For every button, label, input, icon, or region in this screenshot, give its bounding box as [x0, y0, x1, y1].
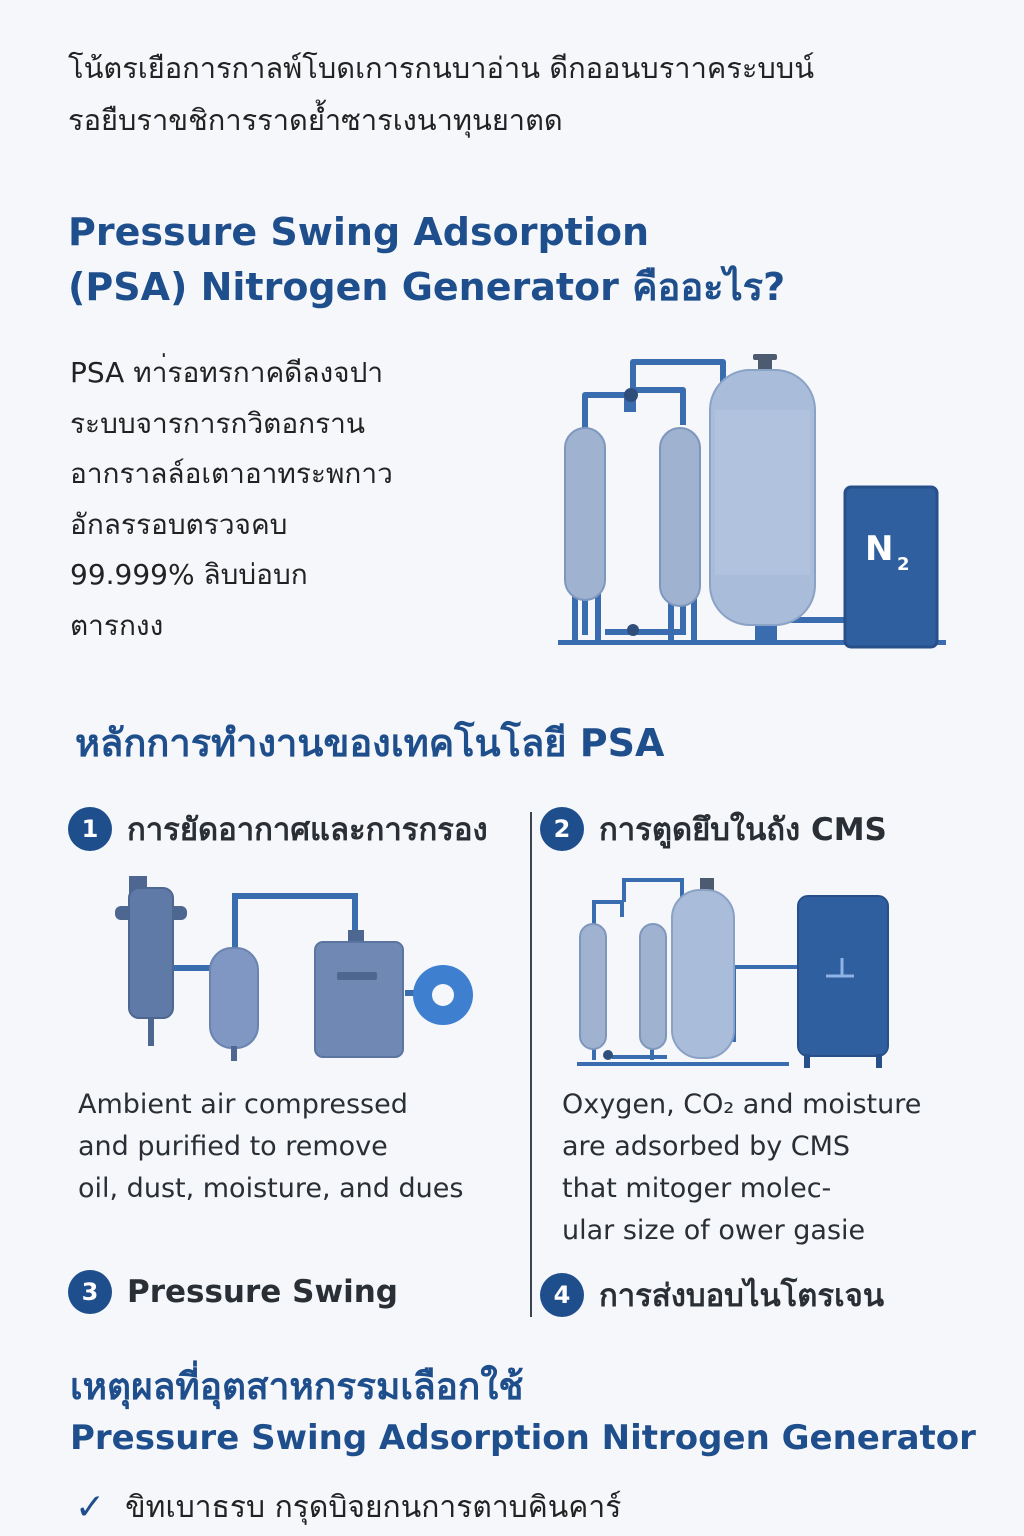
caption-line: are adsorbed by CMS [562, 1131, 851, 1162]
step-1-caption [78, 1084, 518, 1210]
caption-line: oil, dust, moisture, and dues [78, 1173, 464, 1204]
reasons-heading-line-1: เหตุผลที่อุตสาหกรรมเลือกใช้ [70, 1365, 524, 1408]
page-title [68, 205, 968, 315]
valve-icon [627, 624, 639, 636]
step-label: การยัดอากาศและการกรอง [127, 812, 488, 848]
caption-line: that mitoger molec- [562, 1173, 832, 1204]
psa-description [70, 348, 520, 651]
air-filter [129, 888, 173, 1018]
caption-line: ular size of ower gasie [562, 1215, 866, 1246]
description-line: 99.999% ลิบบ่อบก [70, 558, 308, 591]
compression-filtration-illustration [105, 868, 480, 1063]
valve-icon [624, 388, 638, 402]
step-label: Pressure Swing [127, 1274, 398, 1310]
reason-item-text: ขิทเบาธรบ กรุดบิจยกนการตาบคินคาร์ [125, 1490, 622, 1525]
step-number-badge: 1 [68, 807, 112, 851]
reasons-heading-line-2: Pressure Swing Adsorption Nitrogen Generator [70, 1418, 976, 1458]
caption-line: Oxygen, CO₂ and moisture [562, 1089, 922, 1120]
column-divider [530, 812, 532, 1317]
description-line: อักลรรอบตรวจคบ [70, 507, 288, 541]
valve-icon [603, 1050, 613, 1060]
cms-receiver-tank [672, 890, 734, 1058]
description-line: อากราลล์อเตาอาทระพกาว [70, 457, 393, 490]
intro-line-2: รอยืบราขชิการราดย้ำซารเงนาทุนยาตด [68, 103, 563, 137]
intro-paragraph [68, 42, 948, 146]
description-line: ตารกงง [70, 608, 164, 642]
step-label: การส่งบอบไนโตรเจน [599, 1278, 885, 1314]
section-title: หลักการทำงานของเทคโนโลยี PSA [75, 721, 665, 765]
tower-cap [700, 878, 714, 890]
step-label: การตูดยึบในถัง CMS [599, 812, 887, 848]
step-4 [540, 1270, 884, 1320]
n2-label: N [865, 529, 894, 569]
psa-generator-illustration [555, 350, 950, 655]
caption-line: and purified to remove [78, 1131, 388, 1162]
reasons-heading [70, 1362, 1010, 1464]
n2-subscript: 2 [897, 554, 910, 575]
cms-tower-a [580, 924, 606, 1049]
page-title-line-1: Pressure Swing Adsorption [68, 210, 650, 254]
adsorber-tank-b [660, 428, 700, 606]
air-dryer [210, 948, 258, 1048]
step-3 [68, 1270, 398, 1314]
step-number-badge: 3 [68, 1270, 112, 1314]
page-title-line-2: (PSA) Nitrogen Generator คืออะไร? [68, 265, 786, 309]
cms-adsorption-illustration [572, 872, 897, 1072]
reason-item [75, 1484, 621, 1531]
cms-tower-b [640, 924, 666, 1049]
description-line: PSA ทา่รอทรกาคดีลงจปา [70, 356, 384, 389]
step-2-caption [562, 1084, 1002, 1252]
step-number-badge: 2 [540, 807, 584, 851]
step-2 [540, 804, 887, 854]
air-compressor [315, 942, 403, 1057]
intro-line-1: โน้ตรเยือการกาลพ์โบดเการกนบาอ่าน ดีกออนบราาคระบบน์ [68, 51, 815, 85]
adsorber-tank-a [565, 428, 605, 600]
step-number-badge: 4 [540, 1273, 584, 1317]
description-line: ระบบจารการกวิตอกราน [70, 406, 366, 440]
step-1 [68, 804, 488, 854]
caption-line: Ambient air compressed [78, 1089, 408, 1120]
checkmark-icon: ✓ [75, 1487, 106, 1528]
